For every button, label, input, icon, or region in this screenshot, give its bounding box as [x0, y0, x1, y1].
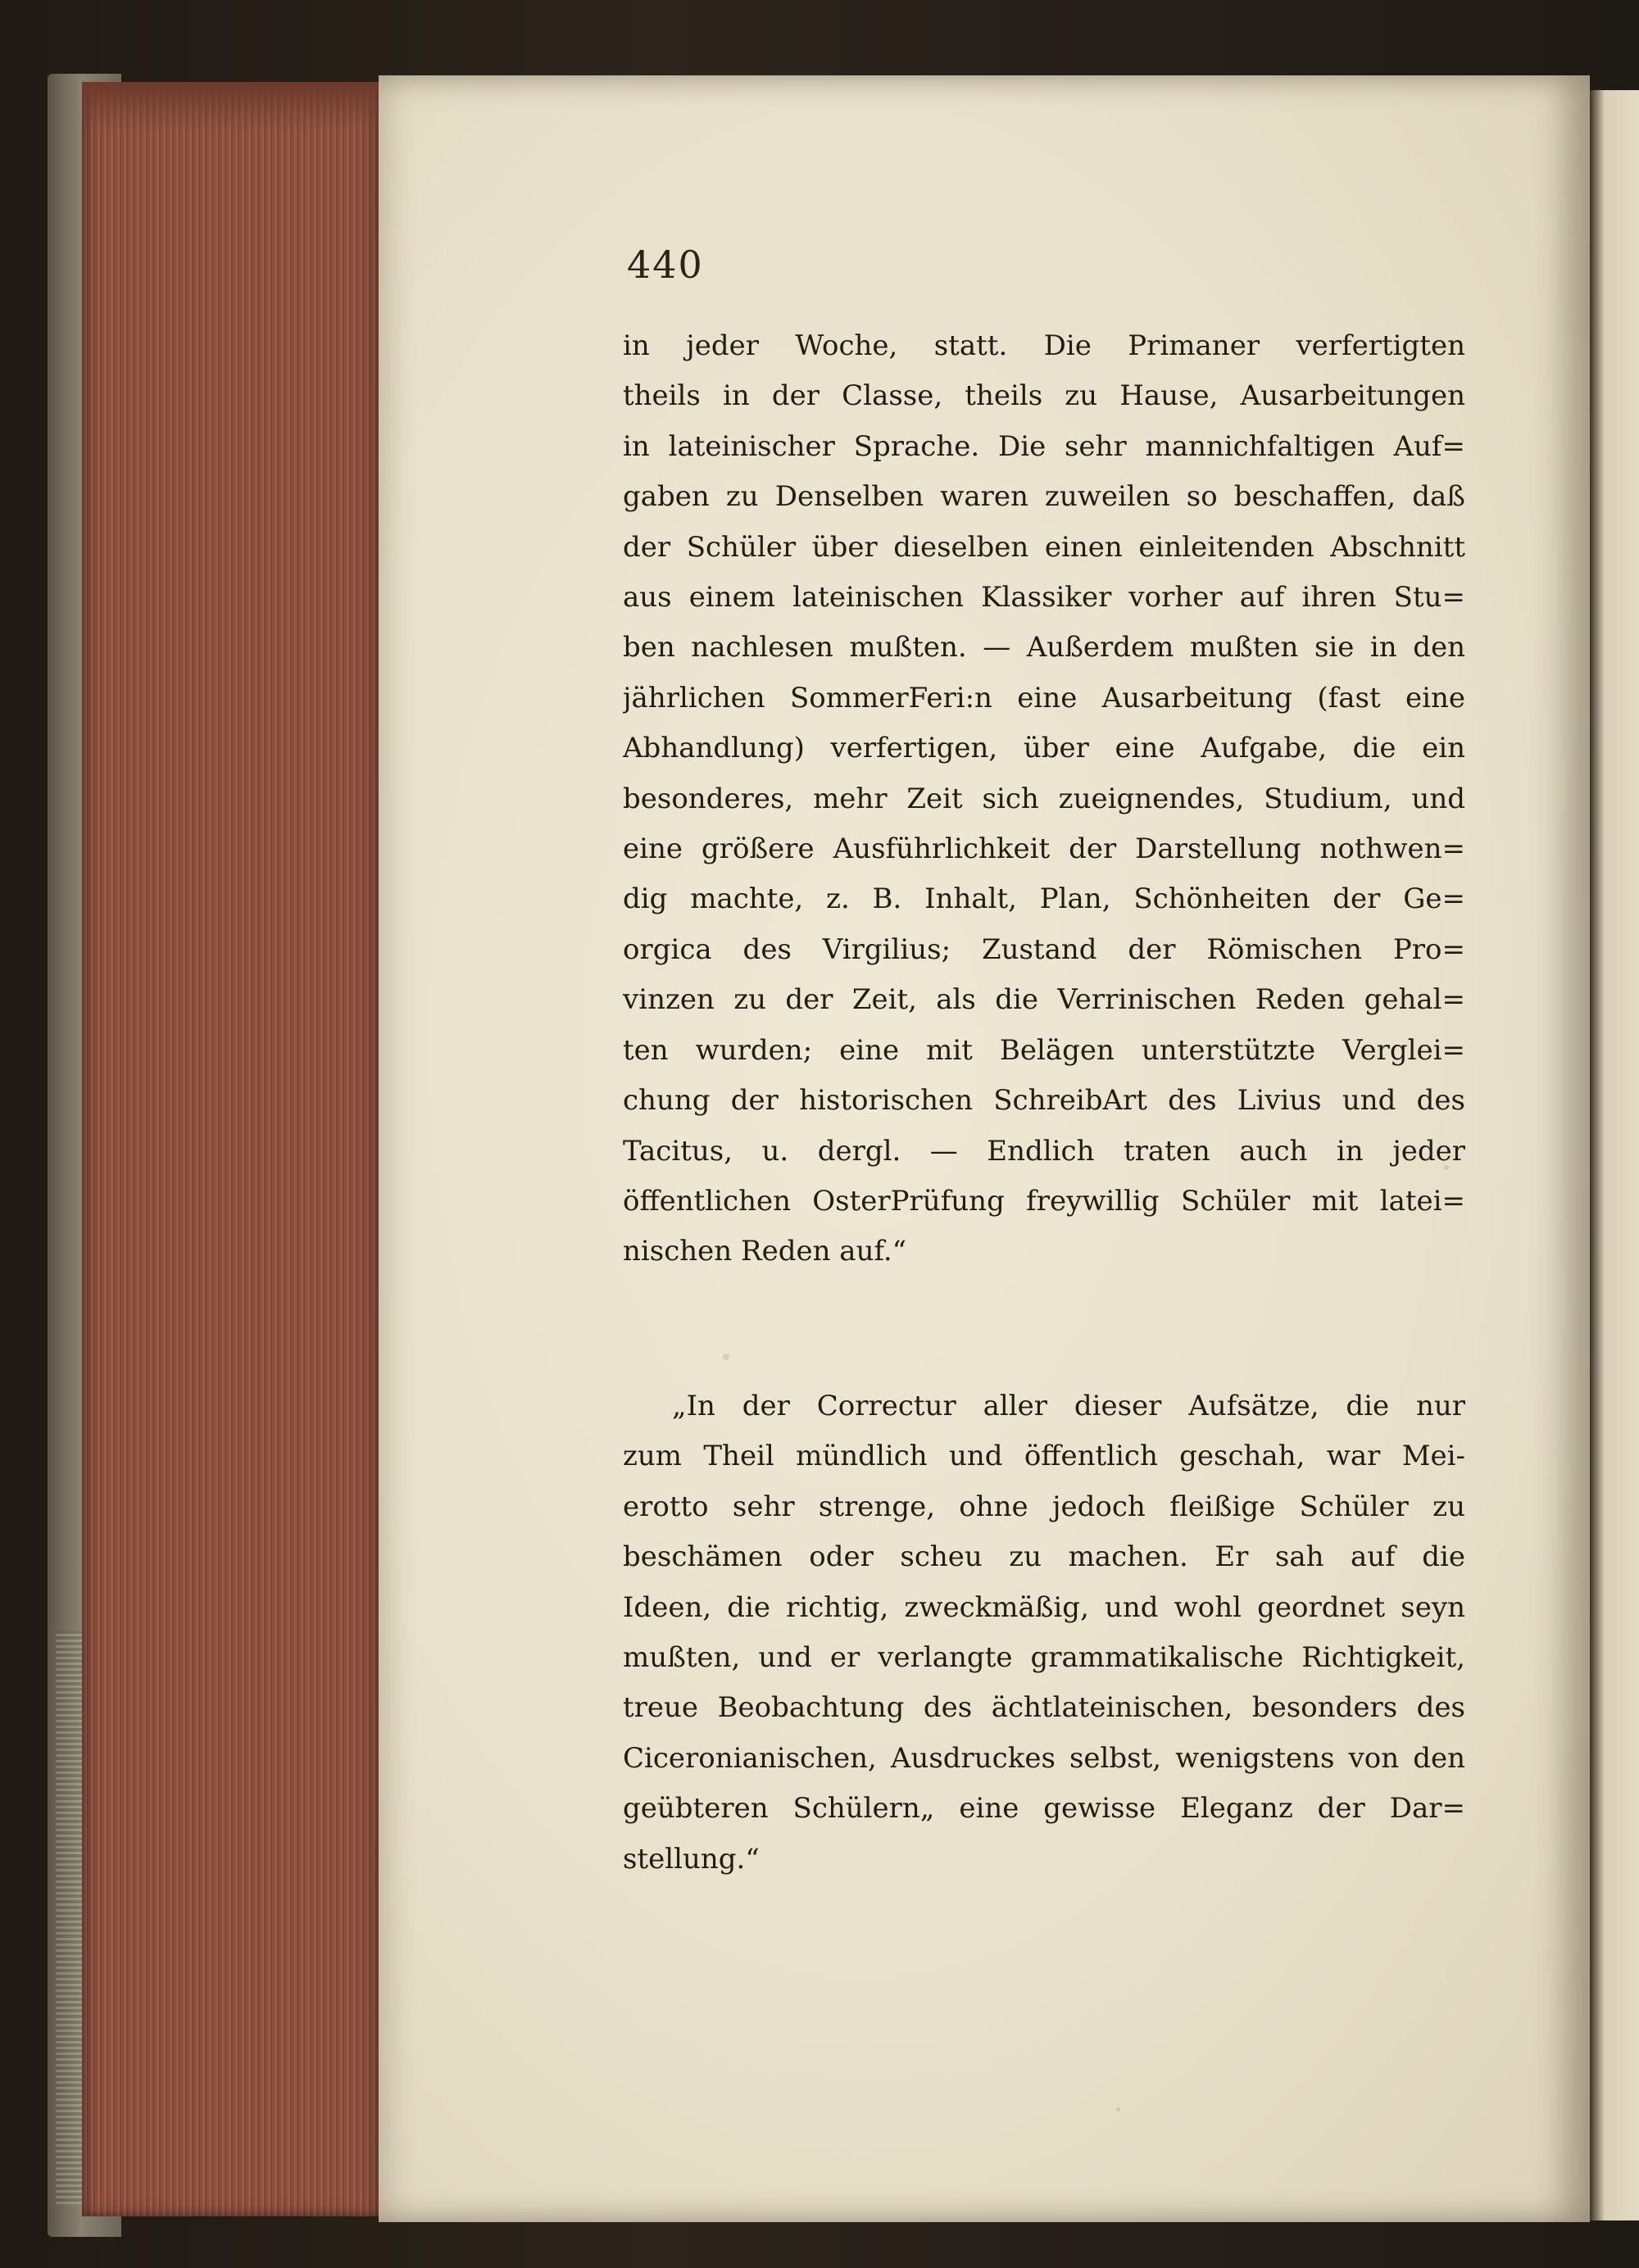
text-line: erotto sehr strenge, ohne jedoch fleißige Schüler zu — [623, 1490, 1465, 1523]
text-line: Ideen, die richtig, zweckmäßig, und wohl geordnet seyn — [623, 1590, 1465, 1624]
text-line: jährlichen SommerFeri:n eine Ausarbeitung (fast eine — [623, 681, 1465, 714]
text-line: dig machte, z. B. Inhalt, Plan, Schönheiten der Ge= — [623, 882, 1465, 916]
text-line: Ciceronianischen, Ausdruckes selbst, wenigstens von den — [623, 1741, 1465, 1775]
text-line: ten wurden; eine mit Belägen unterstützte Verglei= — [623, 1033, 1465, 1067]
text-line: öffentlichen OsterPrüfung freywillig Schüler mit latei= — [623, 1184, 1465, 1218]
text-line: gaben zu Denselben waren zuweilen so beschaffen, daß — [623, 480, 1465, 514]
text-line: der Schüler über dieselben einen einleitenden Abschnitt — [623, 530, 1465, 564]
text-line: Tacitus, u. dergl. — Endlich traten auch in jeder — [623, 1134, 1465, 1168]
text-line: Abhandlung) verfertigen, über eine Aufgabe, die ein — [623, 732, 1465, 765]
text-line: geübteren Schülern„ eine gewisse Eleganz der Dar= — [623, 1792, 1465, 1826]
text-line: „In der Correctur aller dieser Aufsätze, die nur — [672, 1390, 1465, 1422]
paragraph-2 — [623, 1381, 1465, 1885]
text-line: ben nachlesen mußten. — Außerdem mußten sie in den — [623, 631, 1465, 665]
text-line: chung der historischen SchreibArt des Livius und des — [623, 1084, 1465, 1118]
text-line: orgica des Virgilius; Zustand der Römischen Pro= — [623, 932, 1465, 966]
text-line: beschämen oder scheu zu machen. Er sah auf die — [623, 1540, 1465, 1574]
text-line: zum Theil mündlich und öffentlich geschah, war Mei- — [623, 1440, 1465, 1473]
page-number: 440 — [627, 243, 704, 287]
text-line: mußten, und er verlangte grammatikalische Richtigkeit, — [623, 1641, 1465, 1675]
text-line: eine größere Ausführlichkeit der Darstellung nothwen= — [623, 832, 1465, 866]
text-line: aus einem lateinischen Klassiker vorher auf ihren Stu= — [623, 581, 1465, 615]
paragraph-1 — [623, 321, 1465, 1277]
text-line: stellung.“ — [623, 1842, 760, 1876]
facing-page-edge — [1590, 90, 1639, 2220]
text-line: vinzen zu der Zeit, als die Verrinischen Reden gehal= — [623, 983, 1465, 1017]
text-line: besonderes, mehr Zeit sich zueignendes, Studium, und — [623, 782, 1465, 815]
text-line: treue Beobachtung des ächtlateinischen, besonders des — [623, 1691, 1465, 1725]
text-line: nischen Reden auf.“ — [623, 1235, 907, 1268]
text-line: in lateinischer Sprache. Die sehr mannichfaltigen Auf= — [623, 429, 1465, 463]
text-line: theils in der Classe, theils zu Hause, Ausarbeitungen — [623, 379, 1465, 413]
text-line: in jeder Woche, statt. Die Primaner verfertigten — [623, 329, 1465, 362]
page-block-red-edge — [82, 82, 384, 2216]
